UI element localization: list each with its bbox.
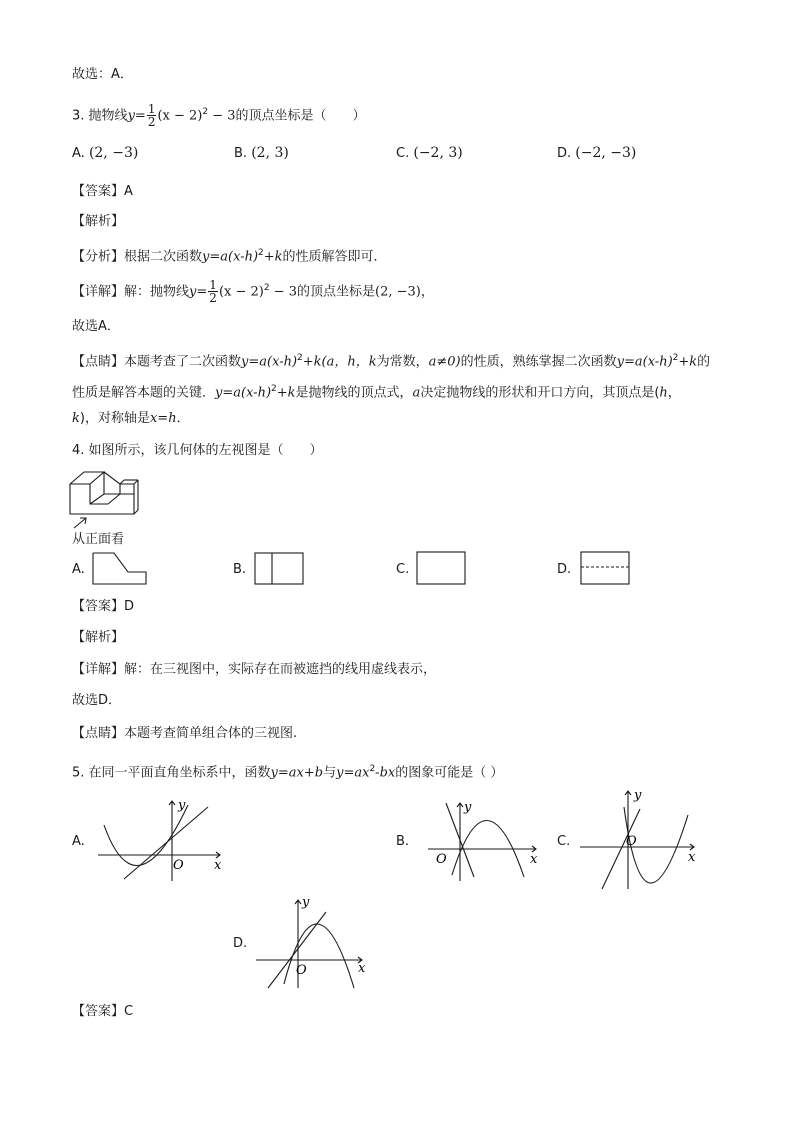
q3-dianjing-line1: 【点睛】本题考查了二次函数$y=a(x-h)^2+k(a$，h，k为常数，a≠0)的性质，熟练掌握二次函数$y=a(x-h)^2+k$的: [72, 353, 711, 370]
q5-d-y-label: y: [302, 895, 310, 910]
prev-conclusion: 故选：A．: [72, 67, 133, 82]
q5-c-origin-label: O: [626, 834, 637, 849]
q3-answer: 【答案】A: [72, 184, 133, 199]
q5-option-b-label: B.: [396, 834, 410, 849]
q4-xiangjie: 【详解】解：在三视图中，实际存在而被遮挡的线用虚线表示，: [72, 662, 437, 677]
q3-fenxi: 【分析】根据二次函数$y=a(x-h)^2+k$的性质解答即可．: [72, 248, 387, 265]
q5-a-y-label: y: [178, 798, 186, 813]
q5-option-a-label: A.: [72, 834, 85, 849]
question-3-stem: 3. 抛物线y= $\frac{1}{2}$ $(x - 2)^2 - 3$的顶点坐标是（ ）: [72, 102, 366, 130]
q5-graph-a: [96, 795, 236, 885]
q5-d-origin-label: O: [296, 963, 307, 978]
q4-option-d-figure: [580, 551, 632, 586]
q3-option-c: C. (−2, 3): [396, 145, 463, 161]
front-view-label: 从正面看: [72, 532, 125, 547]
q5-answer: 【答案】C: [72, 1004, 134, 1019]
q5-b-origin-label: O: [436, 852, 447, 867]
q5-a-origin-label: O: [173, 858, 184, 873]
q3-dianjing-line3: k)，对称轴是x=h．: [72, 411, 190, 426]
q5-graph-d: [254, 892, 374, 992]
question-5-stem: 5. 在同一平面直角坐标系中，函数y=ax+b与$y=ax^2-bx$的图象可能是（ ）: [72, 764, 504, 781]
q4-option-a-figure: [92, 552, 148, 586]
q4-option-d-label: D.: [557, 562, 572, 577]
q4-option-b-figure: [254, 552, 306, 586]
q3-option-d: D. (−2, −3): [557, 145, 637, 161]
question-4-stem: 4. 如图所示，该几何体的左视图是（ ）: [72, 443, 323, 458]
q5-d-x-label: x: [358, 961, 366, 976]
q5-graph-c: [578, 785, 702, 895]
q5-b-y-label: y: [464, 800, 472, 815]
q5-c-y-label: y: [634, 788, 642, 803]
q5-option-c-label: C.: [557, 834, 571, 849]
q5-option-d-label: D.: [233, 936, 248, 951]
q3-dianjing-line2: 性质是解答本题的关键．$y=a(x-h)^2+k$是抛物线的顶点式，a决定抛物线的形状和开口方向，其顶点是(h，: [72, 384, 681, 401]
q5-graph-b: [424, 795, 548, 885]
q4-dianjing: 【点睛】本题考查简单组合体的三视图.: [72, 726, 298, 741]
q4-analysis-tag: 【解析】: [72, 630, 125, 645]
q4-option-b-label: B.: [233, 562, 247, 577]
q3-analysis-tag: 【解析】: [72, 214, 125, 229]
q4-answer: 【答案】D: [72, 599, 135, 614]
q5-c-x-label: x: [688, 850, 696, 865]
q3-choose: 故选A．: [72, 319, 120, 334]
solid-figure-3d: [68, 466, 140, 530]
q3-option-a: A. (2, −3): [72, 145, 139, 161]
q3-xiangjie: 【详解】解：抛物线y= $\frac{1}{2}$ $(x - 2)^2 - 3$的顶点坐标是(2, −3)，: [72, 278, 434, 306]
q4-option-c-label: C.: [396, 562, 410, 577]
q5-b-x-label: x: [530, 852, 538, 867]
q4-choose: 故选D．: [72, 693, 122, 708]
q3-option-b: B. (2, 3): [234, 145, 289, 161]
q4-option-a-label: A.: [72, 562, 85, 577]
q5-a-x-label: x: [214, 858, 222, 873]
q4-option-c-figure: [416, 551, 468, 586]
